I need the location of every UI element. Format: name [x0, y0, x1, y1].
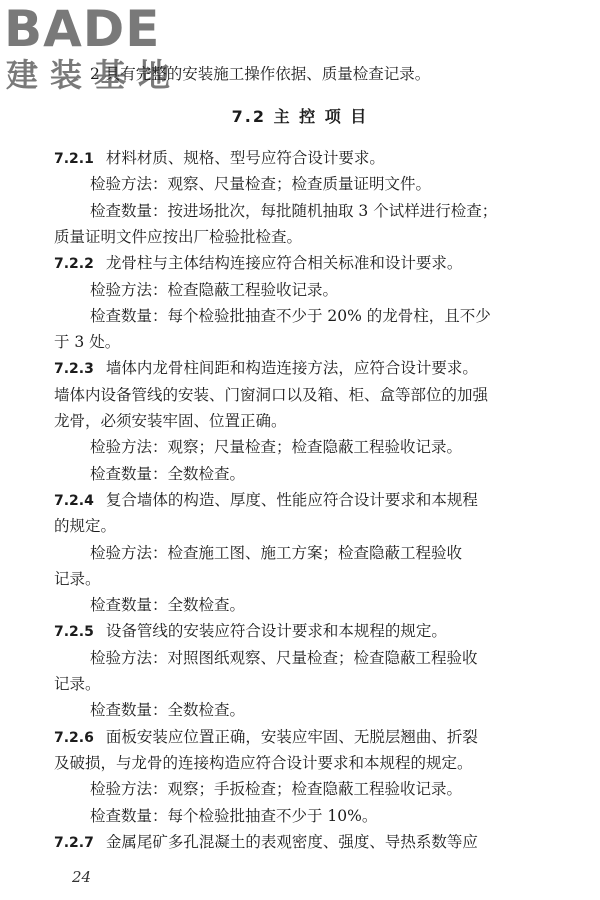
clause-number: 7.2.1	[54, 151, 94, 167]
clause-text: 设备管线的安装应符合设计要求和本规程的规定。	[105, 622, 447, 641]
inspection-line: 检验方法：观察；尺量检查；检查隐蔽工程验收记录。	[90, 438, 463, 457]
clause-heading-line	[54, 148, 554, 169]
inspection-line: 检查数量：全数检查。	[90, 596, 246, 615]
inspection-line: 检验方法：观察；手扳检查；检查隐蔽工程验收记录。	[90, 780, 463, 799]
inspection-line: 检验方法：检查隐蔽工程验收记录。	[90, 280, 339, 299]
watermark-subtitle: 建装基地	[6, 56, 183, 94]
clause-text: 墙体内龙骨柱间距和构造连接方法，应符合设计要求。	[105, 359, 478, 378]
clause-continuation-line: 墙体内设备管线的安装、门窗洞口以及箱、柜、盒等部位的加强	[54, 385, 489, 404]
section-title: 7.2 主 控 项 目	[231, 107, 369, 126]
inspection-line: 检查数量：每个检验批抽查不少于 10%。	[90, 806, 378, 825]
clause-text: 面板安装应位置正确，安装应牢固、无脱层翘曲、折裂	[105, 727, 478, 746]
clause-heading-line	[54, 490, 554, 511]
inspection-continuation-line: 质量证明文件应按出厂检验批检查。	[54, 227, 303, 246]
clause-text: 龙骨柱与主体结构连接应符合相关标准和设计要求。	[105, 254, 463, 273]
clause-text: 复合墙体的构造、厚度、性能应符合设计要求和本规程	[105, 490, 478, 509]
watermark-brand: BADE	[4, 0, 161, 58]
inspection-continuation-line: 于 3 处。	[54, 333, 121, 352]
inspection-line: 检查数量：全数检查。	[90, 464, 246, 483]
clause-number: 7.2.7	[54, 834, 94, 851]
clause-text: 材料材质、规格、型号应符合设计要求。	[105, 149, 385, 167]
clause-number: 7.2.2	[54, 256, 94, 273]
inspection-line: 检查数量：按进场批次，每批随机抽取 3 个试样进行检查；	[90, 201, 498, 220]
clause-heading-line	[54, 727, 554, 748]
inspection-line: 检验方法：观察、尺量检查；检查质量证明文件。	[90, 175, 432, 194]
page-number: 24	[72, 868, 92, 886]
inspection-continuation-line: 记录。	[54, 675, 101, 693]
inspection-line: 检验方法：检查施工图、施工方案；检查隐蔽工程验收	[90, 543, 463, 562]
inspection-line: 检查数量：全数检查。	[90, 701, 246, 720]
clause-number: 7.2.3	[54, 361, 94, 378]
clause-heading-line	[54, 253, 554, 274]
clause-heading-line	[54, 832, 554, 853]
top-line: 2 具有完整的安装施工操作依据、质量检查记录。	[90, 65, 431, 83]
clause-heading-line	[54, 621, 554, 642]
clause-number: 7.2.6	[54, 729, 94, 746]
inspection-line: 检查数量：每个检验批抽查不少于 20% 的龙骨柱，且不少	[90, 306, 491, 325]
inspection-line: 检验方法：对照图纸观察、尺量检查；检查隐蔽工程验收	[90, 648, 478, 667]
clause-number: 7.2.5	[54, 624, 94, 641]
clause-number: 7.2.4	[54, 492, 94, 509]
clause-continuation-line: 的规定。	[54, 517, 117, 536]
clause-text: 金属尾矿多孔混凝土的表观密度、强度、导热系数等应	[105, 832, 478, 851]
clause-continuation-line: 及破损，与龙骨的连接构造应符合设计要求和本规程的规定。	[54, 753, 473, 772]
inspection-continuation-line: 记录。	[54, 569, 101, 588]
clause-continuation-line: 龙骨，必须安装牢固、位置正确。	[54, 412, 287, 430]
clause-heading-line	[54, 358, 554, 379]
